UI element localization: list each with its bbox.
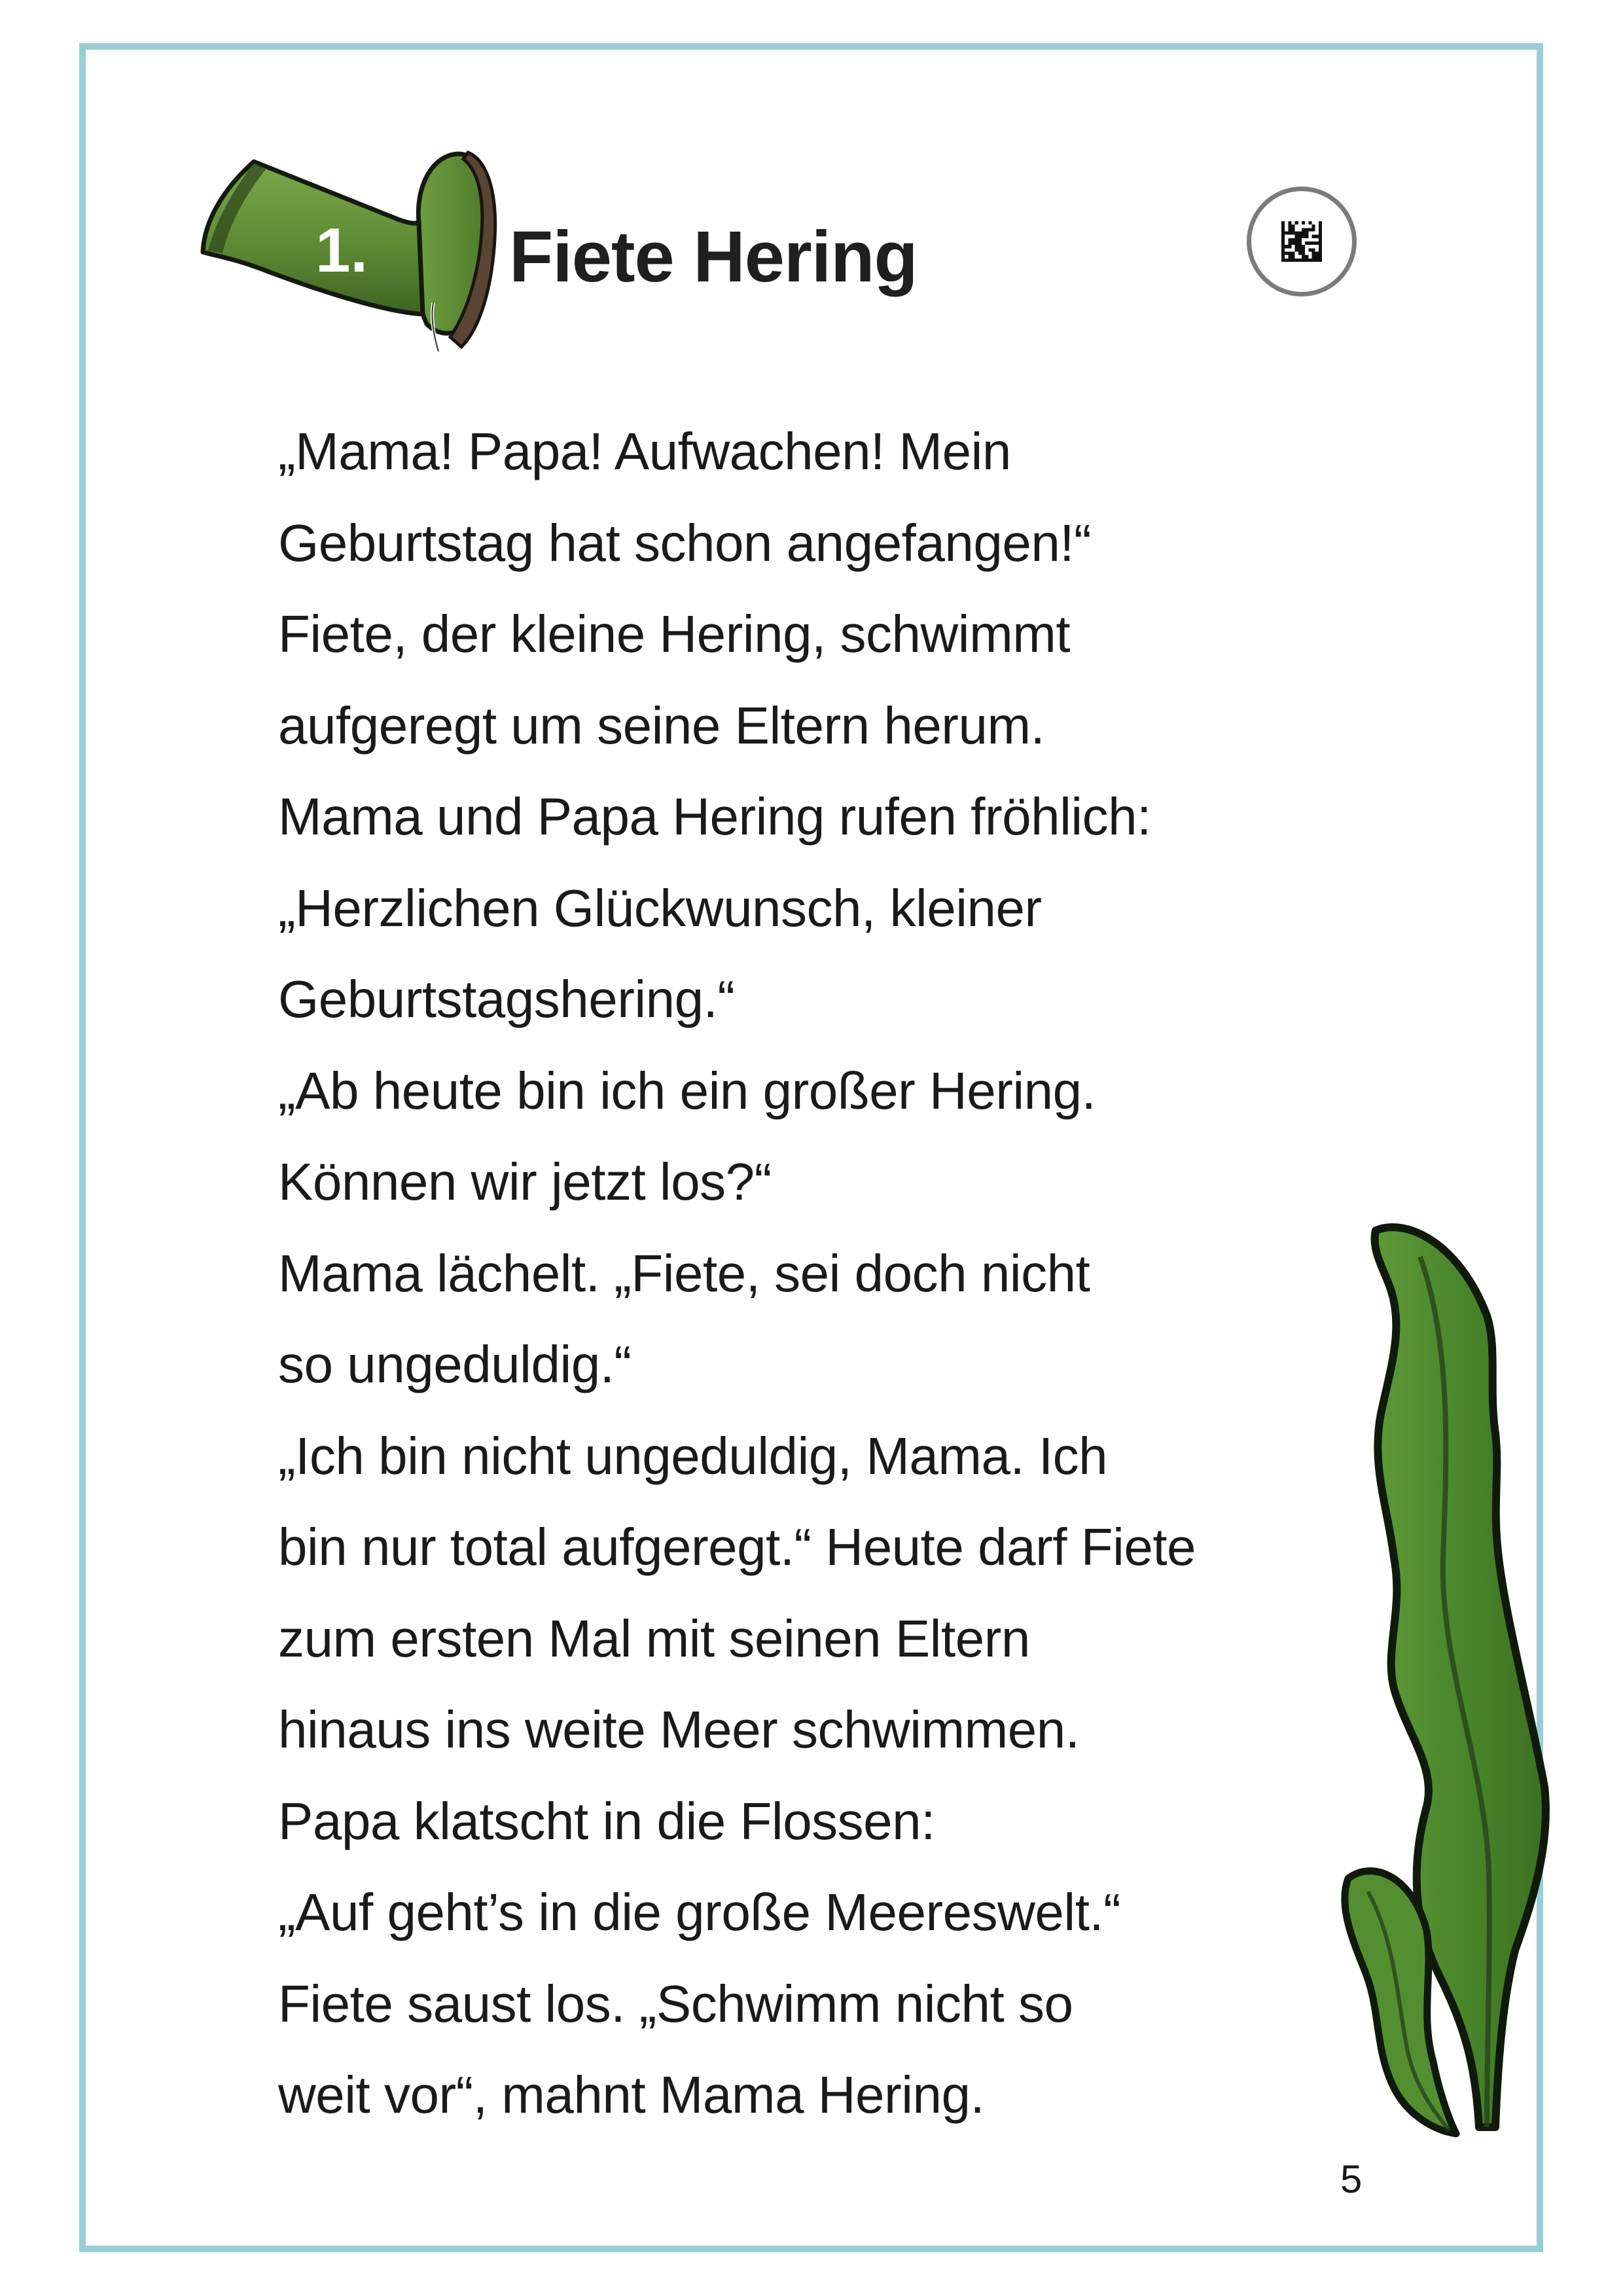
chapter-badge (190, 141, 497, 357)
story-line: Mama lächelt. „Fiete, sei doch nicht (278, 1244, 1090, 1302)
story-line: Geburtstag hat schon angefangen!“ (278, 513, 1092, 572)
data-matrix-code-icon (1281, 221, 1322, 262)
story-line: „Ab heute bin ich ein großer Hering. (278, 1061, 1096, 1120)
page-number: 5 (1340, 2157, 1363, 2201)
story-line: zum ersten Mal mit seinen Eltern (278, 1609, 1030, 1668)
story-line: so ungeduldig.“ (278, 1335, 632, 1393)
seaweed-icon (1335, 1217, 1558, 2147)
story-line: aufgeregt um seine Eltern herum. (278, 696, 1045, 755)
story-line: hinaus ins weite Meer schwimmen. (278, 1700, 1080, 1759)
story-line: „Mama! Papa! Aufwachen! Mein (278, 422, 1011, 480)
chapter-title: Fiete Hering (509, 217, 918, 297)
data-matrix-code-button[interactable] (1247, 187, 1357, 296)
story-line: weit vor“, mahnt Mama Hering. (278, 2066, 985, 2124)
story-line: Können wir jetzt los?“ (278, 1153, 772, 1211)
story-line: Fiete saust los. „Schwimm nicht so (278, 1974, 1073, 2033)
story-line: Mama und Papa Hering rufen fröhlich: (278, 787, 1151, 846)
chapter-number: 1. (315, 215, 368, 285)
story-line: „Auf geht’s in die große Meereswelt.“ (278, 1883, 1121, 1941)
seaweed-illustration (1335, 1217, 1558, 2147)
story-text (278, 406, 1391, 2141)
story-line: Geburtstagshering.“ (278, 970, 735, 1028)
story-line: Fiete, der kleine Hering, schwimmt (278, 605, 1071, 663)
story-line: Papa klatscht in die Flossen: (278, 1791, 935, 1850)
story-line: „Herzlichen Glückwunsch, kleiner (278, 878, 1042, 937)
story-line: bin nur total aufgeregt.“ Heute darf Fiete (278, 1518, 1196, 1576)
story-line: „Ich bin nicht ungeduldig, Mama. Ich (278, 1426, 1108, 1485)
